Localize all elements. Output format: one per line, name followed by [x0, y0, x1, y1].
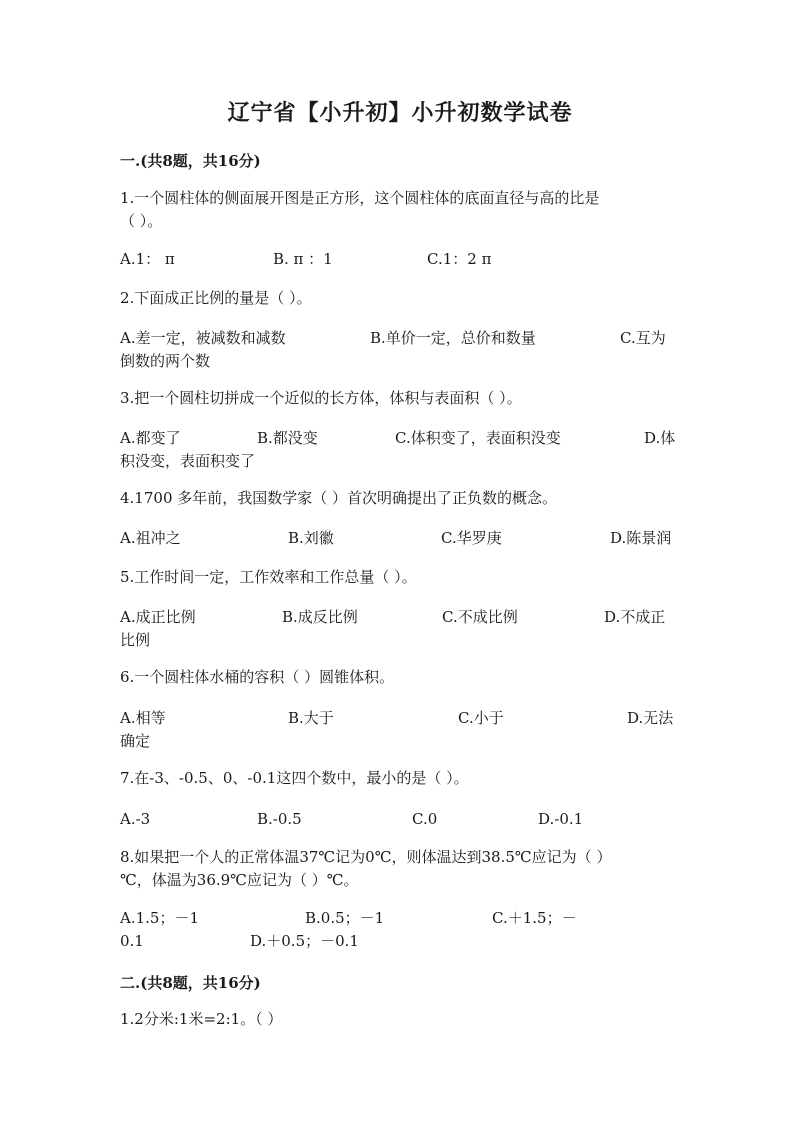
option-b: B.都没变 — [257, 429, 318, 447]
option-c: C.小于 — [458, 709, 504, 727]
option-c: C.华罗庚 — [441, 529, 502, 547]
option-d: D.＋0.5；－0.1 — [250, 932, 359, 950]
question-3: 3.把一个圆柱切拼成一个近似的长方体，体积与表面积（ ）。 — [120, 389, 522, 407]
option-b: B.刘徽 — [288, 529, 334, 547]
option-b: B.-0.5 — [257, 810, 302, 828]
option-d: D.-0.1 — [538, 810, 584, 828]
option-a: A.-3 — [120, 810, 151, 828]
option-a: A.都变了 — [120, 429, 181, 447]
question-8-line-1: 8.如果把一个人的正常体温37℃记为0℃，则体温达到38.5℃应记为（ ） — [120, 848, 612, 866]
option-d-continued: 确定 — [120, 732, 151, 750]
option-c-continued: 倒数的两个数 — [120, 352, 211, 370]
option-b: B.单价一定，总价和数量 — [370, 329, 536, 347]
section-2-question-1: 1.2分米:1米=2:1。（ ） — [120, 1010, 283, 1028]
section-heading-2: 二.(共8题，共16分) — [120, 974, 261, 992]
section-heading-1: 一.(共8题，共16分) — [120, 152, 261, 170]
question-2: 2.下面成正比例的量是（ ）。 — [120, 289, 312, 307]
option-b: B.大于 — [288, 709, 334, 727]
option-a: A.祖冲之 — [120, 529, 181, 547]
question-1-line-2: （ ）。 — [120, 212, 163, 230]
option-b: B.成反比例 — [282, 608, 358, 626]
question-6: 6.一个圆柱体水桶的容积（ ）圆锥体积。 — [120, 668, 395, 686]
option-c: C.＋1.5；－ — [492, 909, 577, 927]
option-a: A.相等 — [120, 709, 166, 727]
option-c: C.1：2 π — [427, 250, 492, 268]
question-4: 4.1700 多年前，我国数学家（ ）首次明确提出了正负数的概念。 — [120, 489, 558, 507]
question-8 — [120, 846, 680, 892]
option-d: D.无法 — [627, 709, 674, 727]
option-d: D.不成正 — [604, 608, 666, 626]
question-5: 5.工作时间一定，工作效率和工作总量（ ）。 — [120, 568, 417, 586]
option-a: A.成正比例 — [120, 608, 196, 626]
option-c-continued: 0.1 — [120, 932, 144, 950]
question-1 — [120, 187, 680, 233]
option-c: C.互为 — [620, 329, 666, 347]
page-title: 辽宁省【小升初】小升初数学试卷 — [227, 100, 573, 126]
option-c: C.不成比例 — [442, 608, 518, 626]
option-c: C.体积变了，表面积没变 — [395, 429, 561, 447]
option-d-continued: 积没变，表面积变了 — [120, 452, 256, 470]
option-b: B.0.5；－1 — [305, 909, 385, 927]
option-a: A.1.5；－1 — [120, 909, 199, 927]
question-8-line-2: ℃，体温为36.9℃应记为（ ）℃。 — [120, 871, 359, 889]
option-d: D.陈景润 — [610, 529, 672, 547]
option-a: A.差一定，被减数和减数 — [120, 329, 286, 347]
option-a: A.1： π — [120, 250, 175, 268]
question-1-line-1: 1.一个圆柱体的侧面展开图是正方形，这个圆柱体的底面直径与高的比是 — [120, 189, 600, 207]
option-d: D.体 — [644, 429, 676, 447]
option-c: C.0 — [412, 810, 438, 828]
question-7: 7.在-3、-0.5、0、-0.1这四个数中，最小的是（ ）。 — [120, 769, 469, 787]
option-d-continued: 比例 — [120, 631, 151, 649]
option-b: B. π ：1 — [273, 250, 333, 268]
